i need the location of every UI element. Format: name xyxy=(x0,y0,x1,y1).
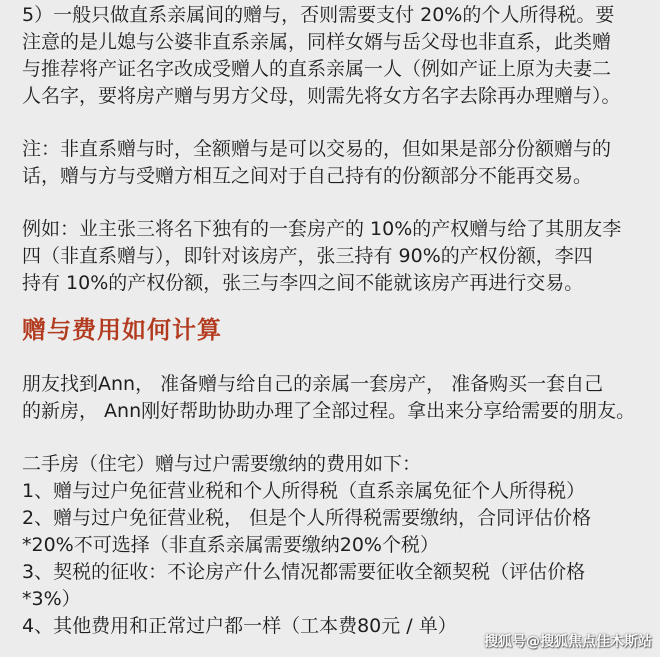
list-item: 4、其他费用和正常过户都一样（工本费80元 / 单） xyxy=(22,615,457,637)
text-line: 朋友找到Ann， 准备赠与给自己的亲属一套房产， 准备购买一套自己 xyxy=(22,373,604,395)
paragraph-story xyxy=(22,371,638,425)
watermark-text: 搜狐号@搜狐焦点佳木斯站 xyxy=(484,634,652,650)
paragraph-gift-rules xyxy=(22,2,638,110)
text-line: 人名字，要将房产赠与男方父母，则需先将女方名字去除再办理赠与）。 xyxy=(22,85,621,107)
text-line: 注意的是儿媳与公婆非直系亲属，同样女婿与岳父母也非直系，此类赠 xyxy=(22,31,612,53)
paragraph-note xyxy=(22,136,638,190)
list-item: *3%） xyxy=(22,588,81,610)
text-line: 注：非直系赠与时，全额赠与是可以交易的，但如果是部分份额赠与的 xyxy=(22,138,612,160)
section-heading: 赠与费用如何计算 xyxy=(22,316,222,344)
list-item: *20%不可选择（非直系亲属需要缴纳20%个税） xyxy=(22,534,439,556)
paragraph-example xyxy=(22,216,638,297)
text-line: 与推荐将产证名字改成受赠人的直系亲属一人（例如产证上原为夫妻二 xyxy=(22,58,612,80)
text-line: 四（非直系赠与），即针对该房产，张三持有 90%的产权份额，李四 xyxy=(22,245,593,267)
text-line: 话，赠与方与受赠方相互之间对于自己持有的份额部分不能再交易。 xyxy=(22,165,593,187)
text-line: 例如：业主张三将名下独有的一套房产的 10%的产权赠与给了其朋友李 xyxy=(22,218,622,240)
paragraph-fee-list xyxy=(22,451,638,640)
list-item: 2、赠与过户免征营业税， 但是个人所得税需要缴纳，合同评估价格 xyxy=(22,507,592,529)
list-item: 二手房（住宅）赠与过户需要缴纳的费用如下： xyxy=(22,453,422,475)
watermark xyxy=(484,631,652,651)
text-line: 5）一般只做直系亲属间的赠与，否则需要支付 20%的个人所得税。要 xyxy=(22,4,615,26)
text-line: 的新房， Ann刚好帮助协助办理了全部过程。拿出来分享给需要的朋友。 xyxy=(22,400,636,422)
list-item: 1、赠与过户免征营业税和个人所得税（直系亲属免征个人所得税） xyxy=(22,480,586,502)
list-item: 3、契税的征收：不论房产什么情况都需要征收全额契税（评估价格 xyxy=(22,561,586,583)
text-line: 持有 10%的产权份额，张三与李四之间不能就该房产再进行交易。 xyxy=(22,272,584,294)
